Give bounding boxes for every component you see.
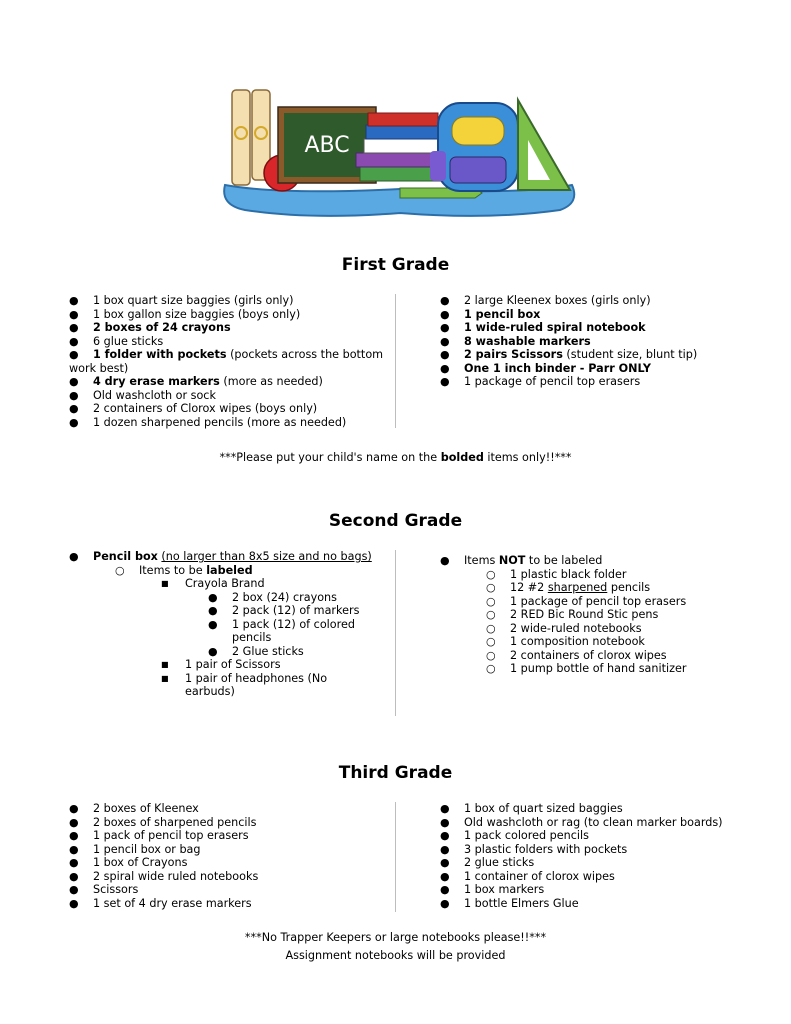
list-item: ○ 2 RED Bic Round Stic pens <box>486 608 659 621</box>
third-grade-note: ***No Trapper Keepers or large notebooks please!!*** <box>244 931 547 944</box>
list-item: ● 2 boxes of 24 crayons <box>69 321 231 334</box>
list-item: ○ 12 #2 sharpened pencils <box>486 581 651 594</box>
second-grade-title: Second Grade <box>328 511 463 531</box>
list-item: ● Old washcloth or rag (to clean marker boards) <box>440 815 723 829</box>
list-item: ● One 1 inch binder - Parr ONLY <box>440 361 652 375</box>
school-supplies-banner <box>220 85 580 220</box>
list-item: ● 2 glue sticks <box>440 856 535 869</box>
list-item: ● 1 package of pencil top erasers <box>440 375 641 388</box>
list-item: ● 1 wide-ruled spiral notebook <box>440 321 646 334</box>
second-grade-right-list <box>440 554 764 676</box>
list-item: ○ 1 package of pencil top erasers <box>486 594 687 608</box>
list-item: ○ 2 containers of clorox wipes <box>486 648 667 662</box>
first-grade-title: First Grade <box>341 255 450 275</box>
column-divider <box>395 550 396 716</box>
third-grade-title: Third Grade <box>338 763 453 783</box>
triangle-ruler-icon <box>518 100 570 190</box>
list-item: ● 1 box of Crayons <box>69 856 188 869</box>
first-grade-right-list <box>440 294 764 389</box>
column-divider <box>395 294 396 428</box>
list-item: ● 2 containers of Clorox wipes (boys only) <box>69 402 318 415</box>
third-grade-left-list <box>69 802 393 910</box>
list-item: ● 1 box markers <box>440 883 545 896</box>
list-item: ● 1 container of clorox wipes <box>440 869 615 883</box>
list-item: ● 3 plastic folders with pockets <box>440 842 628 856</box>
first-grade-note: ***Please put your child's name on the bolded items only!!*** <box>219 451 572 464</box>
third-grade-right-list <box>440 802 764 910</box>
list-item: ○ 1 pump bottle of hand sanitizer <box>486 662 687 675</box>
list-item: ● 1 box gallon size baggies (boys only) <box>69 307 301 321</box>
list-item: ● 2 boxes of Kleenex <box>69 802 199 815</box>
list-item: ● Pencil box (no larger than 8x5 size and no bags) <box>69 550 372 563</box>
list-item: ● 1 box of quart sized baggies <box>440 802 623 815</box>
list-item: ● 1 pack (12) of colored pencils <box>208 617 355 644</box>
second-grade-left-list <box>69 550 393 699</box>
list-item: ● 2 box (24) crayons <box>208 590 337 604</box>
list-item: ● 1 folder with pockets (pockets across the bottom work best) <box>69 348 384 375</box>
list-item: ■ 1 pair of headphones (No earbuds) <box>161 671 328 698</box>
list-item: ● 1 pencil box <box>440 307 541 321</box>
list-item: ● 6 glue sticks <box>69 334 164 348</box>
list-item: ■ Crayola Brand <box>161 577 265 590</box>
list-item: ■ 1 pair of Scissors <box>161 658 281 671</box>
list-item: ● 1 pencil box or bag <box>69 842 201 856</box>
list-item: ● Items NOT to be labeled <box>440 554 603 567</box>
chalkboard-text: ABC <box>304 133 350 158</box>
list-item: ● 2 pack (12) of markers <box>208 604 360 617</box>
backpack-icon <box>430 103 518 191</box>
first-grade-left-list <box>69 294 393 429</box>
list-item: ● Scissors <box>69 883 139 896</box>
column-divider <box>395 802 396 912</box>
list-item: ○ 1 composition notebook <box>486 635 645 648</box>
list-item: ○ 1 plastic black folder <box>486 567 627 581</box>
list-item: ○ 2 wide-ruled notebooks <box>486 621 642 635</box>
list-item: ● 1 pack of pencil top erasers <box>69 829 249 842</box>
list-item: ● 1 box quart size baggies (girls only) <box>69 294 294 307</box>
list-item: ● 1 dozen sharpened pencils (more as needed) <box>69 415 347 429</box>
list-item: ● 8 washable markers <box>440 334 591 348</box>
list-item: ● 1 set of 4 dry erase markers <box>69 896 252 910</box>
list-item: ● 2 Glue sticks <box>208 644 304 658</box>
list-item: ● 2 spiral wide ruled notebooks <box>69 869 259 883</box>
list-item: ● 4 dry erase markers (more as needed) <box>69 375 323 388</box>
list-item: ● 2 pairs Scissors (student size, blunt tip) <box>440 348 698 361</box>
list-item: ● 1 bottle Elmers Glue <box>440 896 579 910</box>
list-item: ● Old washcloth or sock <box>69 388 216 402</box>
third-grade-note-2: Assignment notebooks will be provided <box>285 949 506 962</box>
list-item: ○ Items to be labeled <box>115 563 253 577</box>
books-icon <box>356 113 440 181</box>
list-item: ● 2 boxes of sharpened pencils <box>69 815 257 829</box>
list-item: ● 2 large Kleenex boxes (girls only) <box>440 294 651 307</box>
list-item: ● 1 pack colored pencils <box>440 829 589 842</box>
